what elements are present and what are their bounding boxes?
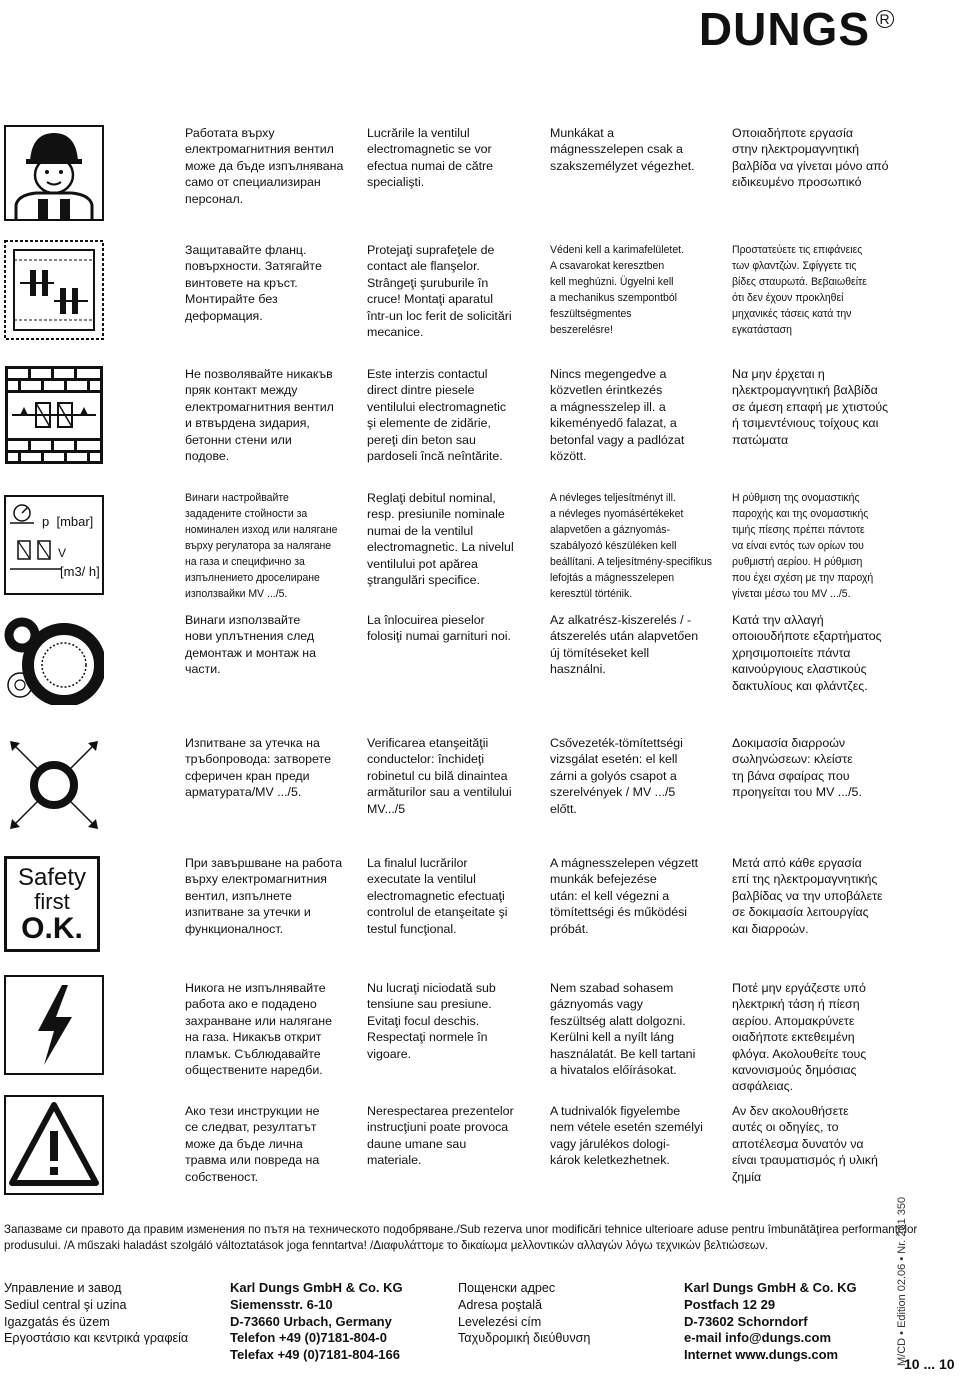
row5-hu: Az alkatrész-kiszerelés / - átszerelés után alapvetően új tömítéseket kell használni. [550,613,699,677]
pressure-flow-icon [4,495,114,595]
row1-bg: Работата върху електромагнитния вентил може да бъде изпълнявана само от специализиран персонал. [185,126,344,206]
hq-address: Karl Dungs GmbH & Co. KG Siemensstr. 6-10 D-73660 Urbach, Germany Telefon +49 (0)7181-804-0 Telefax +49 (0)7181-804-166 [230,1280,403,1363]
pressure-label: p [mbar] [42,514,94,529]
row6-bg: Изпитване за утечка на тръбопровода: затворете сферичен кран преди арматурата/MV .../5. [185,736,331,800]
safety-line-3: O.K. [21,912,83,945]
safety-line-2: first [34,889,70,914]
safety-first-box [4,856,100,952]
worker-icon [4,125,104,221]
flow-label: [m3/ h] [60,564,100,579]
row7-hu: A mágnesszelepen végzett munkák befejezése után: el kell végezni a tömítettségi és működési próbát. [550,856,699,936]
row3-bg: Не позволявайте никакъв пряк контакт между електромагнитния вентил и втвърдена зидария, бетонни стени или подове. [185,367,334,464]
row6-el: Δοκιμασία διαρροών σωληνώσεων: κλείστε τη βάνα σφαίρας που προηγείται του MV .../5. [732,736,862,800]
dungs-logo: DUNGS $^R$ [699,2,894,56]
warning-icon [4,1095,104,1195]
row9-el: Αν δεν ακολουθήσετε αυτές οι οδηγίες, το αποτέλεσμα δυνατόν να είναι τραυματισμός ή υλική ζημία [732,1104,878,1184]
hq-labels: Управление и завод Sediul central şi uzina Igazgatás és üzem Εργοστάσιο και κεντρικά γραφεία [4,1281,189,1346]
flow-symbol: V [58,546,67,560]
row4-hu: A névleges teljesítményt ill. a névleges nyomásértékeket alapvetően a gáznyomás- szabályozó készüléken kell beállítani. A teljesítmény-specifikus lefojtás a mágnesszelepen keresztül történik. [550,492,712,600]
row8-bg: Никога не изпълнявайте работа ако е подадено захранване или налягане на газа. Никакъв открит пламък. Съблюдавайте обществените наредби. [185,981,332,1078]
row1-el: Οποιαδήποτε εργασία στην ηλεκτρομαγνητική βαλβίδα να γίνεται μόνο από ειδικευμένο προσωπικό [732,126,889,190]
flange-icon [4,240,104,340]
row2-bg: Защитавайте фланц. повърхности. Затягайте винтовете на кръст. Монтирайте без деформация. [185,243,322,323]
gasket-icon [4,615,104,705]
row9-hu: A tudnivalók figyelembe nem vétele esetén személyi vagy járulékos dologi- károk keletkezhetnek. [550,1104,703,1168]
wall-icon [4,365,104,465]
row2-ro: Protejaţi suprafeţele de contact ale flanşelor. Strângeţi şuruburile în cruce! Montaţi aparatul într-un loc ferit de solicitări mecanice. [367,243,512,340]
row4-bg: Винаги настройвайте зададените стойности за номинален изход или налягане върху регулатора за налягане на газа и специфично за изпълнението дроселиране използвайки MV .../5. [185,492,338,600]
row2-hu: Védeni kell a karimafelületet. A csavarokat keresztben kell meghúzni. Ügyelni kell a mechanikus szempontból feszültségmentes beszerelésre! [550,244,684,336]
postal-labels: Пощенски адрес Adresa poştală Levelezési cím Ταχυδρομική διεύθυνση [458,1281,591,1346]
row6-ro: Verificarea etanşeităţii conductelor: închideţi robinetul cu bilă dinaintea armăturilor sau a ventilului MV.../5 [367,736,512,816]
row3-el: Να μην έρχεται η ηλεκτρομαγνητική βαλβίδα σε άμεση επαφή με χτιστούς ή τσιμεντένιους τοίχους και πατώματα [732,367,889,447]
disclaimer-footnote: Запазваме си правото да правим изменения по пътя на техническото подобряване./Sub rezerva unor modificări tehnice ulterioare aduse pentru îmbunătăţirea performanţelor produsului. /A műszaki haladást szolgáló változtatások joga fenntartva! /Διαφυλάττομε το δικαίωμα μελλοντικών αλλαγών λόγω τεχνικών βελτιώσεων. [4,1223,918,1253]
postal-address: Karl Dungs GmbH & Co. KG Postfach 12 29 D-73602 Schorndorf e-mail info@dungs.com Internet www.dungs.com [684,1280,857,1363]
row4-ro: Reglaţi debitul nominal, resp. presiunile nominale numai de la ventilul electromagnetic. La nivelul ventilului pot apărea ştrangulări specifice. [367,491,514,588]
lightning-icon [4,975,104,1075]
row1-ro: Lucrările la ventilul electromagnetic se vor efectua numai de către specialişti. [367,126,494,190]
row7-ro: La finalul lucrărilor executate la ventilul electromagnetic efectuaţi controlul de etanşeitate şi testul funcţional. [367,856,508,936]
row3-hu: Nincs megengedve a közvetlen érintkezés a mágnesszelep ill. a kikeményedő falazat, a betonfal vagy a padlózat között. [550,367,685,464]
row8-ro: Nu lucraţi niciodată sub tensiune sau presiune. Evitaţi focul deschis. Respectaţi normele în vigoare. [367,981,496,1061]
edition-number: M/CD • Edition 02.06 • Nr. 231 350 [896,1196,908,1366]
row9-bg: Ако тези инструкции не се следват, резултатът може да бъде лична травма или повреда на собственост. [185,1104,320,1184]
safety-line-1: Safety [17,864,87,891]
row8-el: Ποτέ μην εργάζεστε υπό ηλεκτρική τάση ή πίεση αερίου. Απομακρύνετε οιαδήποτε εκτεθειμένη φλόγα. Ακολουθείτε τους κανονισμούς δημόσιας ασφάλειας. [732,981,867,1094]
leak-test-icon [4,735,104,835]
row1-hu: Munkákat a mágnesszelepen csak a szakszemélyzet végezhet. [550,126,695,173]
row4-el: Η ρύθμιση της ονομαστικής παροχής και της ονομαστικής τιμής πίεσης πρέπει πάντοτε να είναι εντός των ορίων του ρυθμιστή αερίου. Η ρύθμιση που έχει σχέση με την παροχή γίνεται μέσω του MV .../5. [732,492,874,600]
page-number: 10 ... 10 [904,1356,955,1372]
row7-bg: При завършване на работа върху електромагнитния вентил, изпълнете изпитване за утечки и функционалност. [185,856,343,936]
row8-hu: Nem szabad sohasem gáznyomás vagy feszültség alatt dolgozni. Kerülni kell a nyílt láng használatát. Be kell tartani a hivatalos előírásokat. [550,981,696,1078]
row2-el: Προστατεύετε τις επιφάνειες των φλαντζών. Σφίγγετε τις βίδες σταυρωτά. Βεβαιωθείτε ότι δεν έχουν προκληθεί μηχανικές τάσεις κατά την εγκατάσταση [732,244,867,336]
row5-bg: Винаги използвайте нови уплътнения след демонтаж и монтаж на части. [185,613,317,677]
row5-el: Κατά την αλλαγή οποιουδήποτε εξαρτήματος χρησιμοποιείτε πάντα καινούργιους ελαστικούς δακτυλίους και φλάντζες. [732,613,882,693]
row5-ro: La înlocuirea pieselor folosiţi numai garnituri noi. [367,613,511,644]
row9-ro: Nerespectarea prezentelor instrucţiuni poate provoca daune umane sau materiale. [367,1104,514,1168]
row6-hu: Csővezeték-tömítettségi vizsgálat esetén: el kell zárni a golyós csapot a szerelvények / MV .../5 előtt. [550,736,683,816]
row7-el: Μετά από κάθε εργασία επί της ηλεκτρομαγνητικής βαλβίδας να την υποβάλετε σε δοκιμασία λειτουργίας και διαρροών. [732,856,883,936]
registered-mark: R [876,10,894,28]
row3-ro: Este interzis contactul direct dintre piesele ventilului electromagnetic şi elemente de zidărie, pereţi din beton sau pardoseli încă neîntărite. [367,367,507,464]
